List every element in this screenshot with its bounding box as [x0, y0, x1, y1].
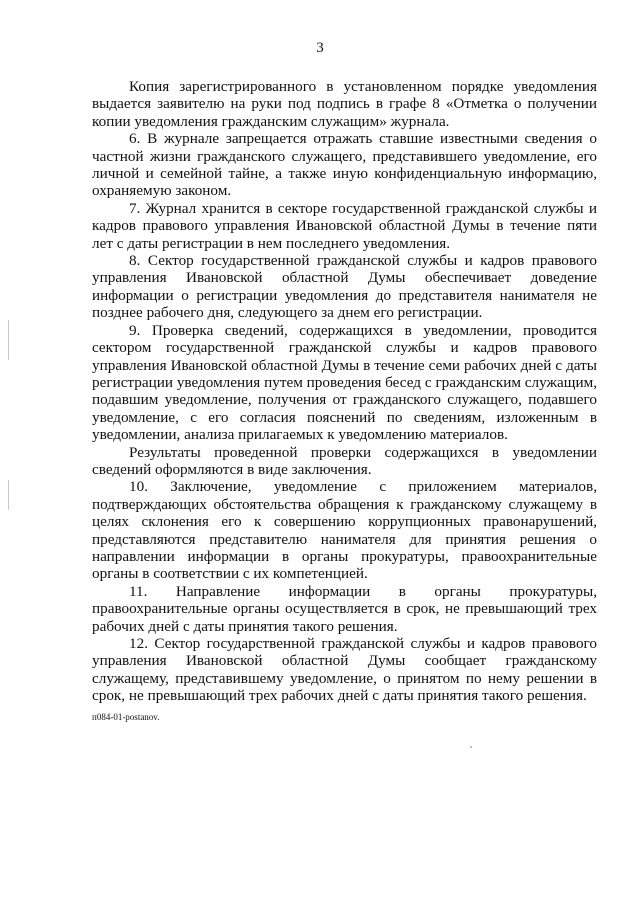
paragraph-11: 11. Направление информации в органы прокуратуры, правоохранительные органы осуществляется в срок, не превышающий трех рабочих дней с даты принятия такого решения. — [92, 582, 597, 635]
paragraph-12: 12. Сектор государственной гражданской службы и кадров правового управления Ивановской областной Думы сообщает гражданскому служащему, представившему уведомление, о принятом по нему решении в срок, не превышающий трех рабочих дней с даты принятия такого решения. — [92, 635, 597, 705]
paragraph-10: 10. Заключение, уведомление с приложением материалов, подтверждающих обстоятельства обращения к гражданскому служащему в целях склонения его к совершению коррупционных правонарушений, представляются представителю нанимателя для принятия решения о направлении информации в органы прокуратуры, правоохранительные органы в соответствии с их компетенцией. — [92, 478, 597, 583]
scan-dot — [470, 746, 472, 748]
document-body — [92, 78, 597, 705]
scan-mark-left-lower — [8, 480, 9, 510]
paragraph-9: 9. Проверка сведений, содержащихся в уведомлении, проводится сектором государственной гражданской службы и кадров правового управления Ивановской областной Думы в течение семи рабочих дней с даты регистрации уведомления путем проведения бесед с гражданским служащим, подавшим уведомление, получения от гражданского служащего, подавшего уведомление, с его согласия пояснений по сведениям, изложенным в уведомлении, анализа прилагаемых к уведомлению материалов. — [92, 321, 597, 444]
paragraph-7: 7. Журнал хранится в секторе государственной гражданской службы и кадров правового управления Ивановской областной Думы в течение пяти лет с даты регистрации в нем последнего уведомления. — [92, 199, 597, 252]
scan-mark-left — [8, 320, 9, 360]
footer-code: п084-01-postanov. — [92, 712, 160, 722]
page-number: 3 — [316, 40, 324, 56]
paragraph-results: Результаты проведенной проверки содержащихся в уведомлении сведений оформляются в виде заключения. — [92, 443, 597, 478]
paragraph-copy-issuance: Копия зарегистрированного в установленном порядке уведомления выдается заявителю на руки под подпись в графе 8 «Отметка о получении копии уведомления гражданским служащим» журнала. — [92, 78, 597, 130]
paragraph-8: 8. Сектор государственной гражданской службы и кадров правового управления Ивановской областной Думы обеспечивает доведение информации о регистрации уведомления до представителя нанимателя не позднее рабочего дня, следующего за днем его регистрации. — [92, 252, 597, 322]
paragraph-6: 6. В журнале запрещается отражать ставшие известными сведения о частной жизни гражданского служащего, представившего уведомление, его личной и семейной тайне, а также иную конфиденциальную информацию, охраняемую законом. — [92, 130, 597, 200]
